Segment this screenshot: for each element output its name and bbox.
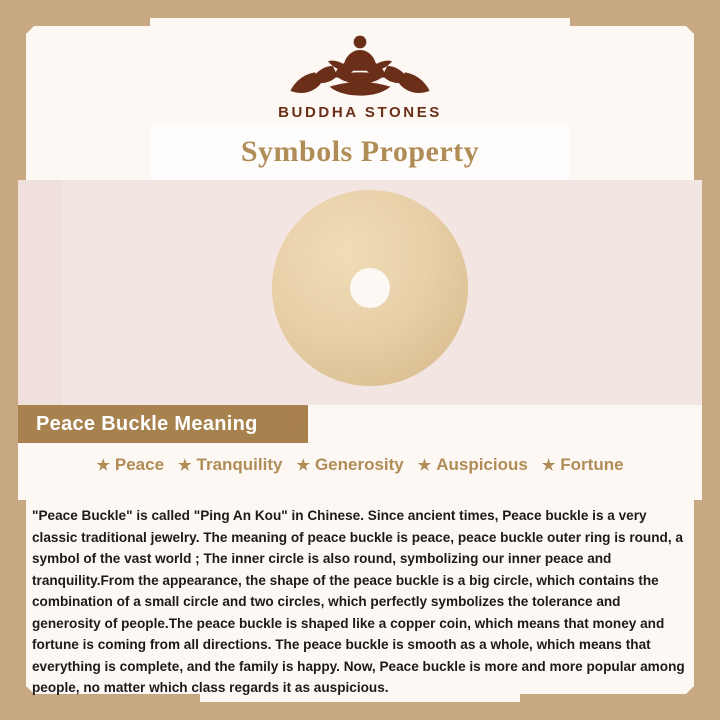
lotus-meditation-icon [280,26,440,98]
brand-logo [0,26,720,121]
section-label-bar-tail [290,405,308,443]
keyword-label: Auspicious [436,455,528,474]
page-title: Symbols Property [240,135,480,168]
peace-buckle-image [272,190,468,386]
keyword-label: Generosity [314,455,404,474]
star-icon: ★ [417,456,432,474]
keyword-item [96,455,164,475]
mid-band-left-strip [18,180,62,405]
keyword-item [418,455,528,475]
keyword-row [18,455,702,475]
star-icon: ★ [178,456,192,474]
keyword-label: Peace [114,455,165,474]
keyword-label: Tranquility [196,455,283,474]
peace-buckle-hole [350,268,390,308]
star-icon: ★ [296,456,310,474]
section-label: Peace Buckle Meaning [36,412,258,435]
description-text: "Peace Buckle" is called "Ping An Kou" in Chinese. Since ancient times, Peace buckle is a very classic traditional jewelry. The meaning of peace buckle is peace, peace buckle outer ring is round, a symbol of the vast world ; The inner circle is also round, symbolizing our inner peace and tranquility.From the appearance, the shape of the peace buckle is a big circle, which contains the combination of a small circle and two circles, which perfectly symbolizes the tolerance and generosity of people.The peace buckle is shaped like a copper coin, which means that money and fortune is coming from all directions. The peace buckle is smooth as a whole, which means that everything is complete, and the family is happy. Now, Peace buckle is more and more popular among people, no matter which class regards it as auspicious. [32,508,685,695]
keyword-item [542,455,624,475]
star-icon: ★ [541,456,556,474]
keyword-item [178,455,282,475]
keyword-item [296,455,403,475]
star-icon: ★ [96,456,110,474]
keyword-label: Fortune [560,455,624,474]
section-label-bar [18,405,308,443]
brand-name: BUDDHA STONES [278,104,442,121]
title-band [150,124,570,180]
